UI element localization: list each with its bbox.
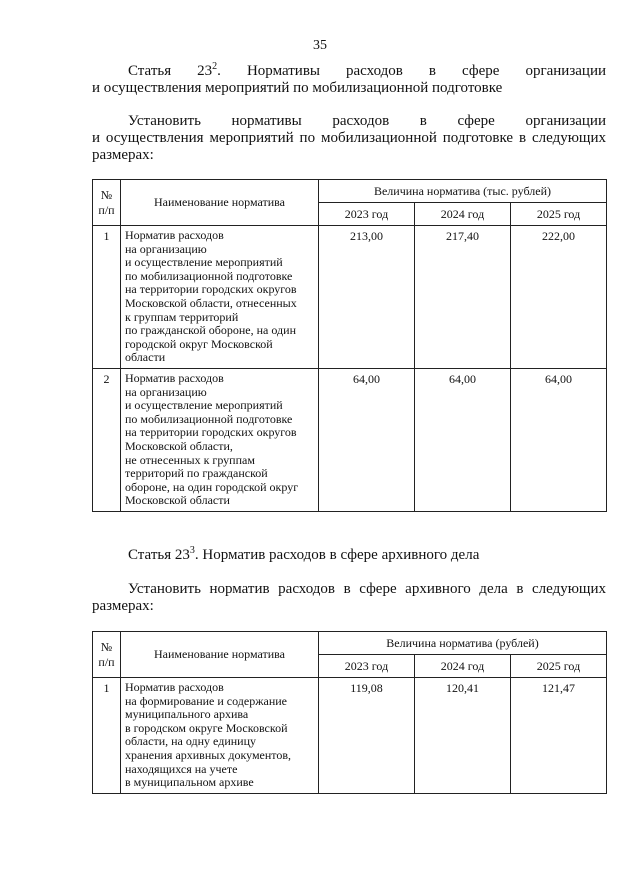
value-2024: 217,40 [415, 226, 511, 369]
value-2024: 120,41 [415, 678, 511, 794]
value-2025: 64,00 [511, 368, 607, 511]
article-23-2-title: Статья $23^2$. Нормативы расходов в сфере организации и осуществления мероприятий по мобилизационной подготовке [92, 61, 606, 96]
table-row [93, 678, 607, 794]
col-header-2024: 2024 год [415, 203, 511, 226]
value-2023: 64,00 [319, 368, 415, 511]
archive-norms-table [92, 631, 607, 794]
col-header-num: № п/п [93, 180, 121, 226]
table-row [93, 226, 607, 369]
col-header-2025: 2025 год [511, 655, 607, 678]
article-23-3-paragraph: Установить норматив расходов в сфере архивного дела в следующих размерах: [92, 581, 606, 614]
norm-name: Норматив расходов на организацию и осуществление мероприятий по мобилизационной подготовке на территории городских округов Московской области, не отнесенных к группам территорий по гражданской обороне, на один городской округ Московской области [121, 368, 319, 511]
col-header-value: Величина норматива (тыс. рублей) [319, 180, 607, 203]
col-header-name: Наименование норматива [121, 180, 319, 226]
col-header-2024: 2024 год [415, 655, 511, 678]
value-2023: 213,00 [319, 226, 415, 369]
col-header-value: Величина норматива (рублей) [319, 632, 607, 655]
article-23-3-title: Статья $23^3$. Норматив расходов в сфере архивного дела [128, 545, 480, 563]
value-2023: 119,08 [319, 678, 415, 794]
value-2025: 121,47 [511, 678, 607, 794]
norm-name: Норматив расходов на организацию и осуществление мероприятий по мобилизационной подготовке на территории городских округов Московской области, отнесенных к группам территорий по гражданской обороне, на один городской округ Московской области [121, 226, 319, 369]
col-header-2023: 2023 год [319, 655, 415, 678]
row-number: 1 [93, 226, 121, 369]
row-number: 2 [93, 368, 121, 511]
col-header-name: Наименование норматива [121, 632, 319, 678]
col-header-2025: 2025 год [511, 203, 607, 226]
value-2025: 222,00 [511, 226, 607, 369]
norm-name: Норматив расходов на формирование и содержание муниципального архива в городском округе Московской области, на одну единицу хранения архивных документов, находящихся на учете в муниципальном архиве [121, 678, 319, 794]
page-number: 35 [313, 38, 327, 53]
col-header-2023: 2023 год [319, 203, 415, 226]
article-23-2-paragraph: Установить нормативы расходов в сфере организации и осуществления мероприятий по мобилизационной подготовке в следующих размерах: [92, 113, 606, 163]
mobilization-norms-table [92, 179, 607, 512]
row-number: 1 [93, 678, 121, 794]
table-row [93, 368, 607, 511]
value-2024: 64,00 [415, 368, 511, 511]
col-header-num: № п/п [93, 632, 121, 678]
